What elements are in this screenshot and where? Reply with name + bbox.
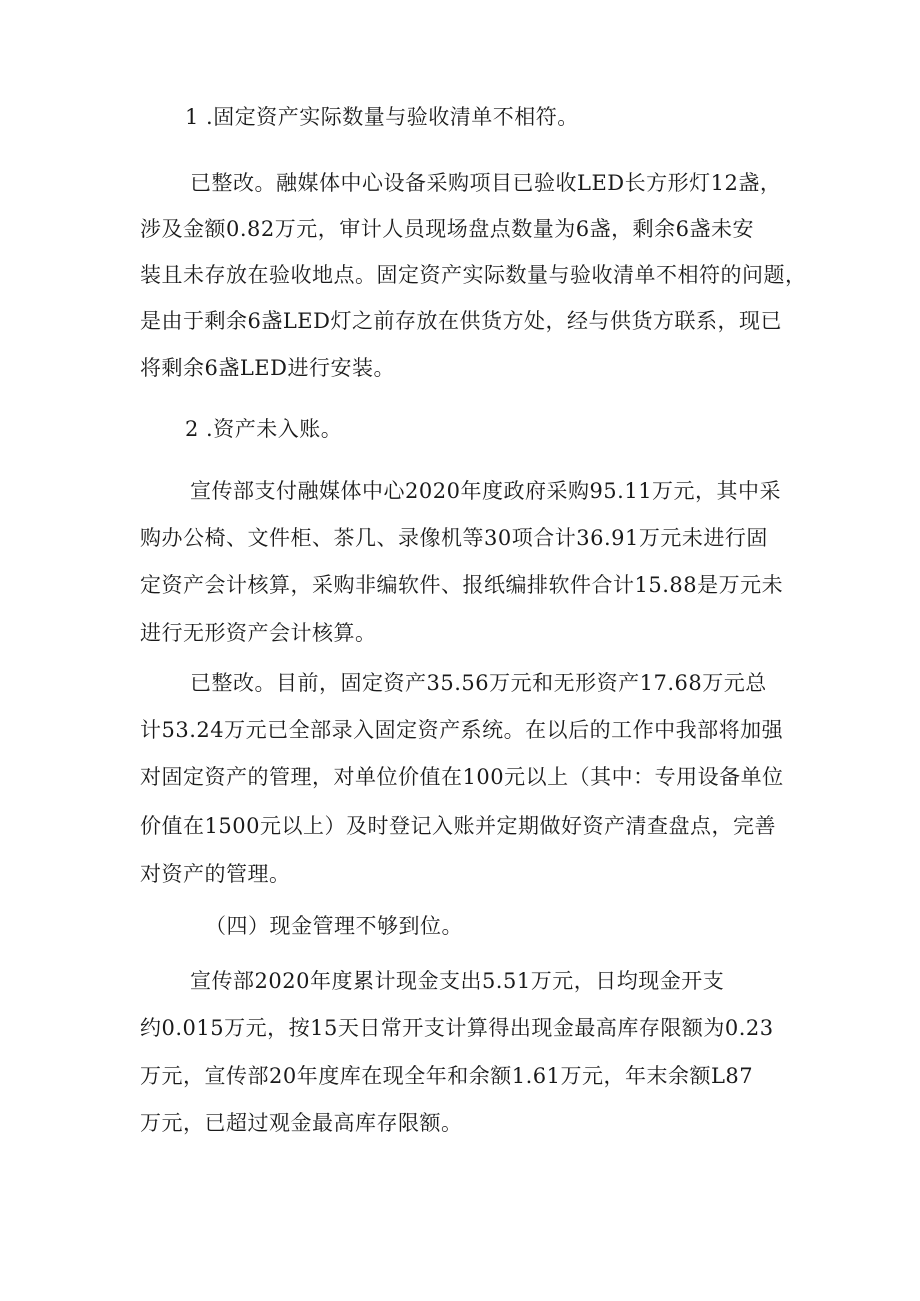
paragraph-line: 定资产会计核算，采购非编软件、报纸编排软件合计15.88是万元未 — [140, 573, 784, 597]
paragraph-line: 是由于剩余6盏LED灯之前存放在供货方处，经与供货方联系，现已 — [140, 309, 782, 333]
paragraph-line: 宣传部支付融媒体中心2020年度政府采购95.11万元，其中采 — [190, 479, 782, 503]
paragraph-line: 万元，已超过观金最高库存限额。 — [140, 1111, 463, 1135]
paragraph-line: 装且未存放在验收地点。固定资产实际数量与验收清单不相符的问题， — [140, 263, 807, 287]
paragraph-line: 宣传部2020年度累计现金支出5.51万元，日均现金开支 — [190, 969, 725, 993]
paragraph-line: 万元，宣传部20年度库在现全年和余额1.61万元，年末余额L87 — [140, 1064, 754, 1088]
paragraph-line: 已整改。目前，固定资产35.56万元和无形资产17.68万元总 — [190, 671, 767, 695]
section-heading-2: 2 .资产未入账。 — [185, 417, 343, 441]
paragraph-line: 价值在1500元以上）及时登记入账并定期做好资产清查盘点，完善 — [140, 814, 776, 838]
paragraph-line: 将剩余6盏LED进行安装。 — [140, 356, 395, 380]
paragraph-line: 购办公椅、文件柜、茶几、录像机等30项合计36.91万元未进行固 — [140, 526, 768, 550]
paragraph-line: 对资产的管理。 — [140, 862, 291, 886]
paragraph-line: 约0.015万元，按15天日常开支计算得出现金最高库存限额为0.23 — [140, 1016, 774, 1040]
paragraph-line: 计53.24万元已全部录入固定资产系统。在以后的工作中我部将加强 — [140, 718, 784, 742]
paragraph-line: 已整改。融媒体中心设备采购项目已验收LED长方形灯12盏， — [190, 171, 782, 195]
section-heading-4: （四）现金管理不够到位。 — [205, 914, 463, 938]
section-heading-1: 1 .固定资产实际数量与验收清单不相符。 — [185, 105, 579, 129]
paragraph-line: 涉及金额0.82万元，审计人员现场盘点数量为6盏，剩余6盏未安 — [140, 217, 754, 241]
paragraph-line: 对固定资产的管理，对单位价值在100元以上（其中：专用设备单位 — [140, 765, 784, 789]
paragraph-line: 进行无形资产会计核算。 — [140, 621, 377, 645]
